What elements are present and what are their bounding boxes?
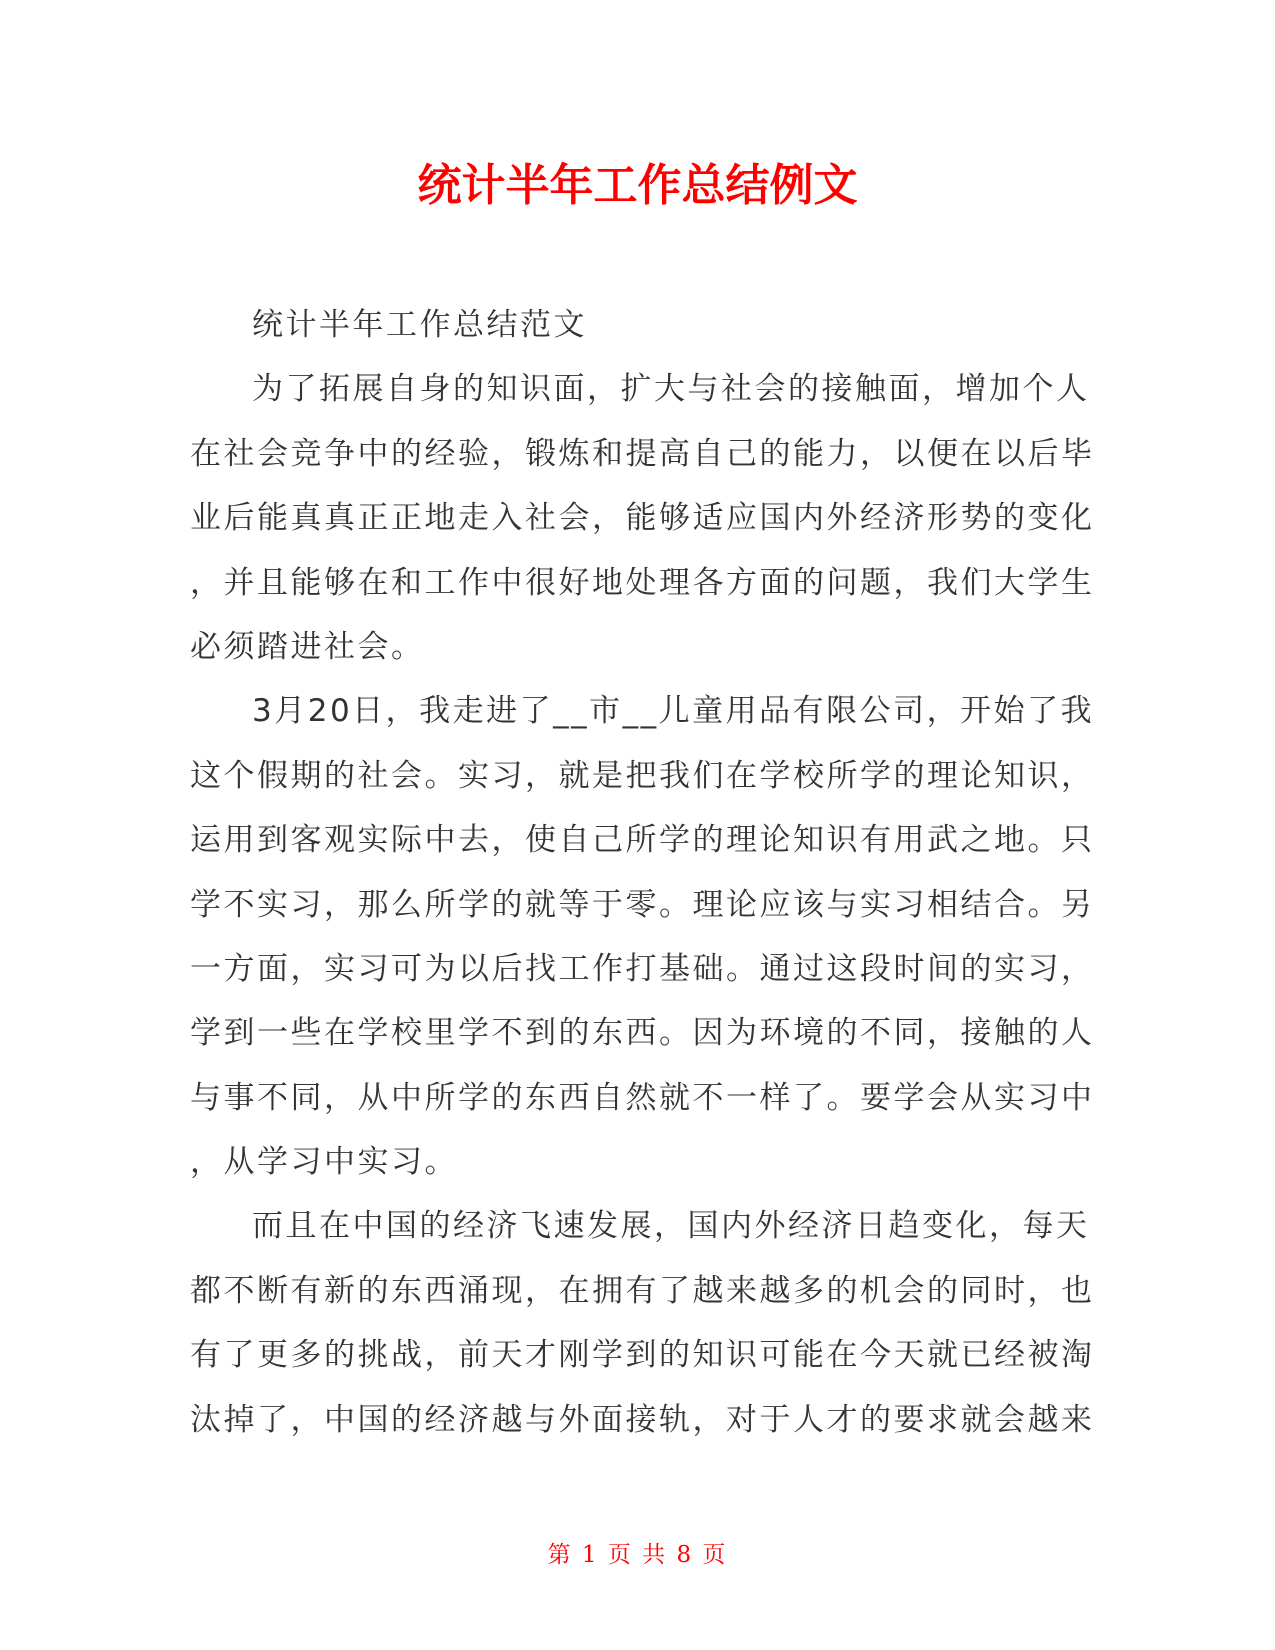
paragraph-line: 业后能真真正正地走入社会，能够适应国内外经济形势的变化 <box>190 500 1095 537</box>
paragraph-line: 学不实习，那么所学的就等于零。理论应该与实习相结合。另 <box>190 886 1095 923</box>
paragraph-line: 3月20日，我走进了__市__儿童用品有限公司，开始了我 <box>252 693 1095 730</box>
paragraph-line: 都不断有新的东西涌现，在拥有了越来越多的机会的同时，也 <box>190 1272 1095 1309</box>
paragraph-line: 运用到客观实际中去，使自己所学的理论知识有用武之地。只 <box>190 822 1095 859</box>
paragraph-line: ，从学习中实习。 <box>190 1144 458 1181</box>
paragraph-line: 为了拓展自身的知识面，扩大与社会的接触面，增加个人 <box>252 371 1090 408</box>
document-title: 统计半年工作总结例文 <box>417 160 858 211</box>
paragraph-line: 学到一些在学校里学不到的东西。因为环境的不同，接触的人 <box>190 1015 1095 1052</box>
page-number: 第 1 页 共 8 页 <box>547 1542 728 1568</box>
paragraph-line: 有了更多的挑战，前天才刚学到的知识可能在今天就已经被淘 <box>190 1337 1095 1374</box>
paragraph-line: 这个假期的社会。实习，就是把我们在学校所学的理论知识， <box>190 757 1095 794</box>
subtitle-line: 统计半年工作总结范文 <box>252 307 587 343</box>
paragraph-line: 一方面，实习可为以后找工作打基础。通过这段时间的实习， <box>190 950 1095 987</box>
paragraph-line: 而且在中国的经济飞速发展，国内外经济日趋变化，每天 <box>252 1208 1090 1245</box>
paragraph-line: 汰掉了，中国的经济越与外面接轨，对于人才的要求就会越来 <box>190 1401 1095 1438</box>
paragraph-line: 在社会竞争中的经验，锻炼和提高自己的能力，以便在以后毕 <box>190 435 1095 472</box>
paragraph-line: 必须踏进社会。 <box>190 628 425 665</box>
paragraph-line: ，并且能够在和工作中很好地处理各方面的问题，我们大学生 <box>190 564 1095 601</box>
paragraph-line: 与事不同，从中所学的东西自然就不一样了。要学会从实习中 <box>190 1079 1095 1116</box>
document-body <box>190 293 1095 1452</box>
